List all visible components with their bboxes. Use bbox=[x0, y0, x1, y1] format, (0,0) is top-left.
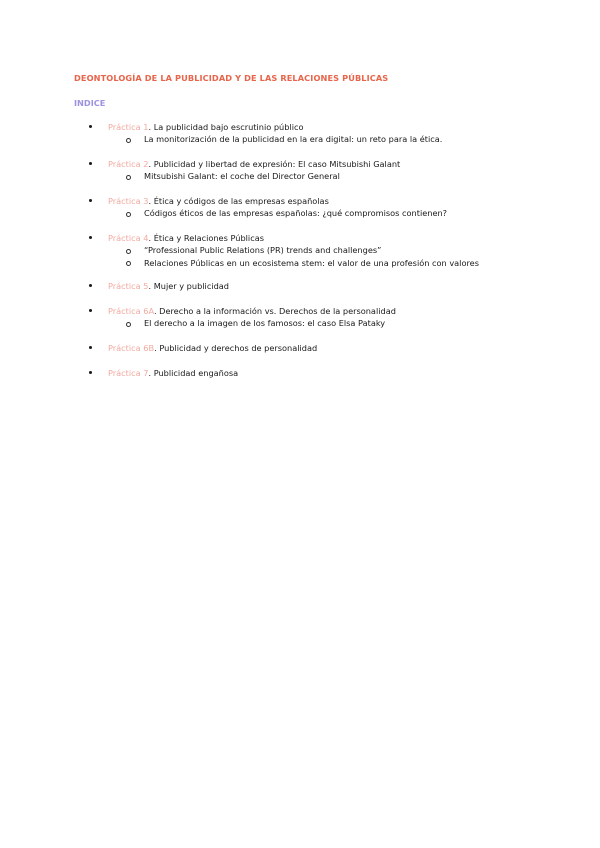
bullet-icon bbox=[89, 284, 92, 287]
toc-link-practica-5[interactable]: Práctica 5 bbox=[108, 281, 149, 291]
toc-link-practica-6a[interactable]: Práctica 6A bbox=[108, 306, 154, 316]
toc-item-title: . Derecho a la información vs. Derechos de la personalidad bbox=[153, 306, 396, 316]
bullet-icon bbox=[89, 236, 92, 239]
toc-subitem: Relaciones Públicas en un ecosistema stem: el valor de una profesión con valores bbox=[144, 257, 479, 268]
sub-bullet-icon bbox=[126, 212, 131, 217]
sub-bullet-icon bbox=[126, 175, 131, 180]
toc-subitem: La monitorización de la publicidad en la era digital: un reto para la ética. bbox=[144, 134, 443, 144]
toc-item-title: . Ética y códigos de las empresas españolas bbox=[148, 196, 329, 206]
toc-item-title: . Publicidad y derechos de personalidad bbox=[154, 343, 318, 353]
toc-subitem: Mitsubishi Galant: el coche del Director General bbox=[144, 171, 340, 181]
sub-bullet-icon bbox=[126, 138, 131, 143]
toc-link-practica-6b[interactable]: Práctica 6B bbox=[108, 343, 155, 353]
toc-link-practica-1[interactable]: Práctica 1 bbox=[108, 122, 149, 132]
sub-bullet-icon bbox=[126, 261, 131, 266]
toc-subitem: Códigos éticos de las empresas españolas: ¿qué compromisos contienen? bbox=[144, 208, 448, 218]
toc-link-practica-3[interactable]: Práctica 3 bbox=[108, 196, 149, 206]
toc-item-title: . Publicidad y libertad de expresión: El caso Mitsubishi Galant bbox=[148, 159, 401, 169]
bullet-icon bbox=[89, 371, 92, 374]
document-title: DEONTOLOGÍA DE LA PUBLICIDAD Y DE LAS RELACIONES PÚBLICAS bbox=[74, 73, 389, 83]
toc-item-title: . Ética y Relaciones Públicas bbox=[148, 233, 264, 243]
bullet-icon bbox=[89, 199, 92, 202]
toc-link-practica-4[interactable]: Práctica 4 bbox=[108, 233, 149, 243]
toc-subitem: “Professional Public Relations (PR) trends and challenges” bbox=[144, 245, 382, 255]
toc-item-title: . Publicidad engañosa bbox=[148, 368, 239, 378]
toc-subitem: El derecho a la imagen de los famosos: el caso Elsa Pataky bbox=[144, 318, 386, 328]
bullet-icon bbox=[89, 162, 92, 165]
sub-bullet-icon bbox=[126, 249, 131, 254]
bullet-icon bbox=[89, 346, 92, 349]
bullet-icon bbox=[89, 125, 92, 128]
bullet-icon bbox=[89, 309, 92, 312]
index-heading: INDICE bbox=[74, 98, 106, 108]
toc-link-practica-2[interactable]: Práctica 2 bbox=[108, 159, 149, 169]
toc-link-practica-7[interactable]: Práctica 7 bbox=[108, 368, 149, 378]
sub-bullet-icon bbox=[126, 322, 131, 327]
toc-item-title: . Mujer y publicidad bbox=[148, 281, 230, 291]
toc-item-title: . La publicidad bajo escrutinio público bbox=[148, 122, 304, 132]
